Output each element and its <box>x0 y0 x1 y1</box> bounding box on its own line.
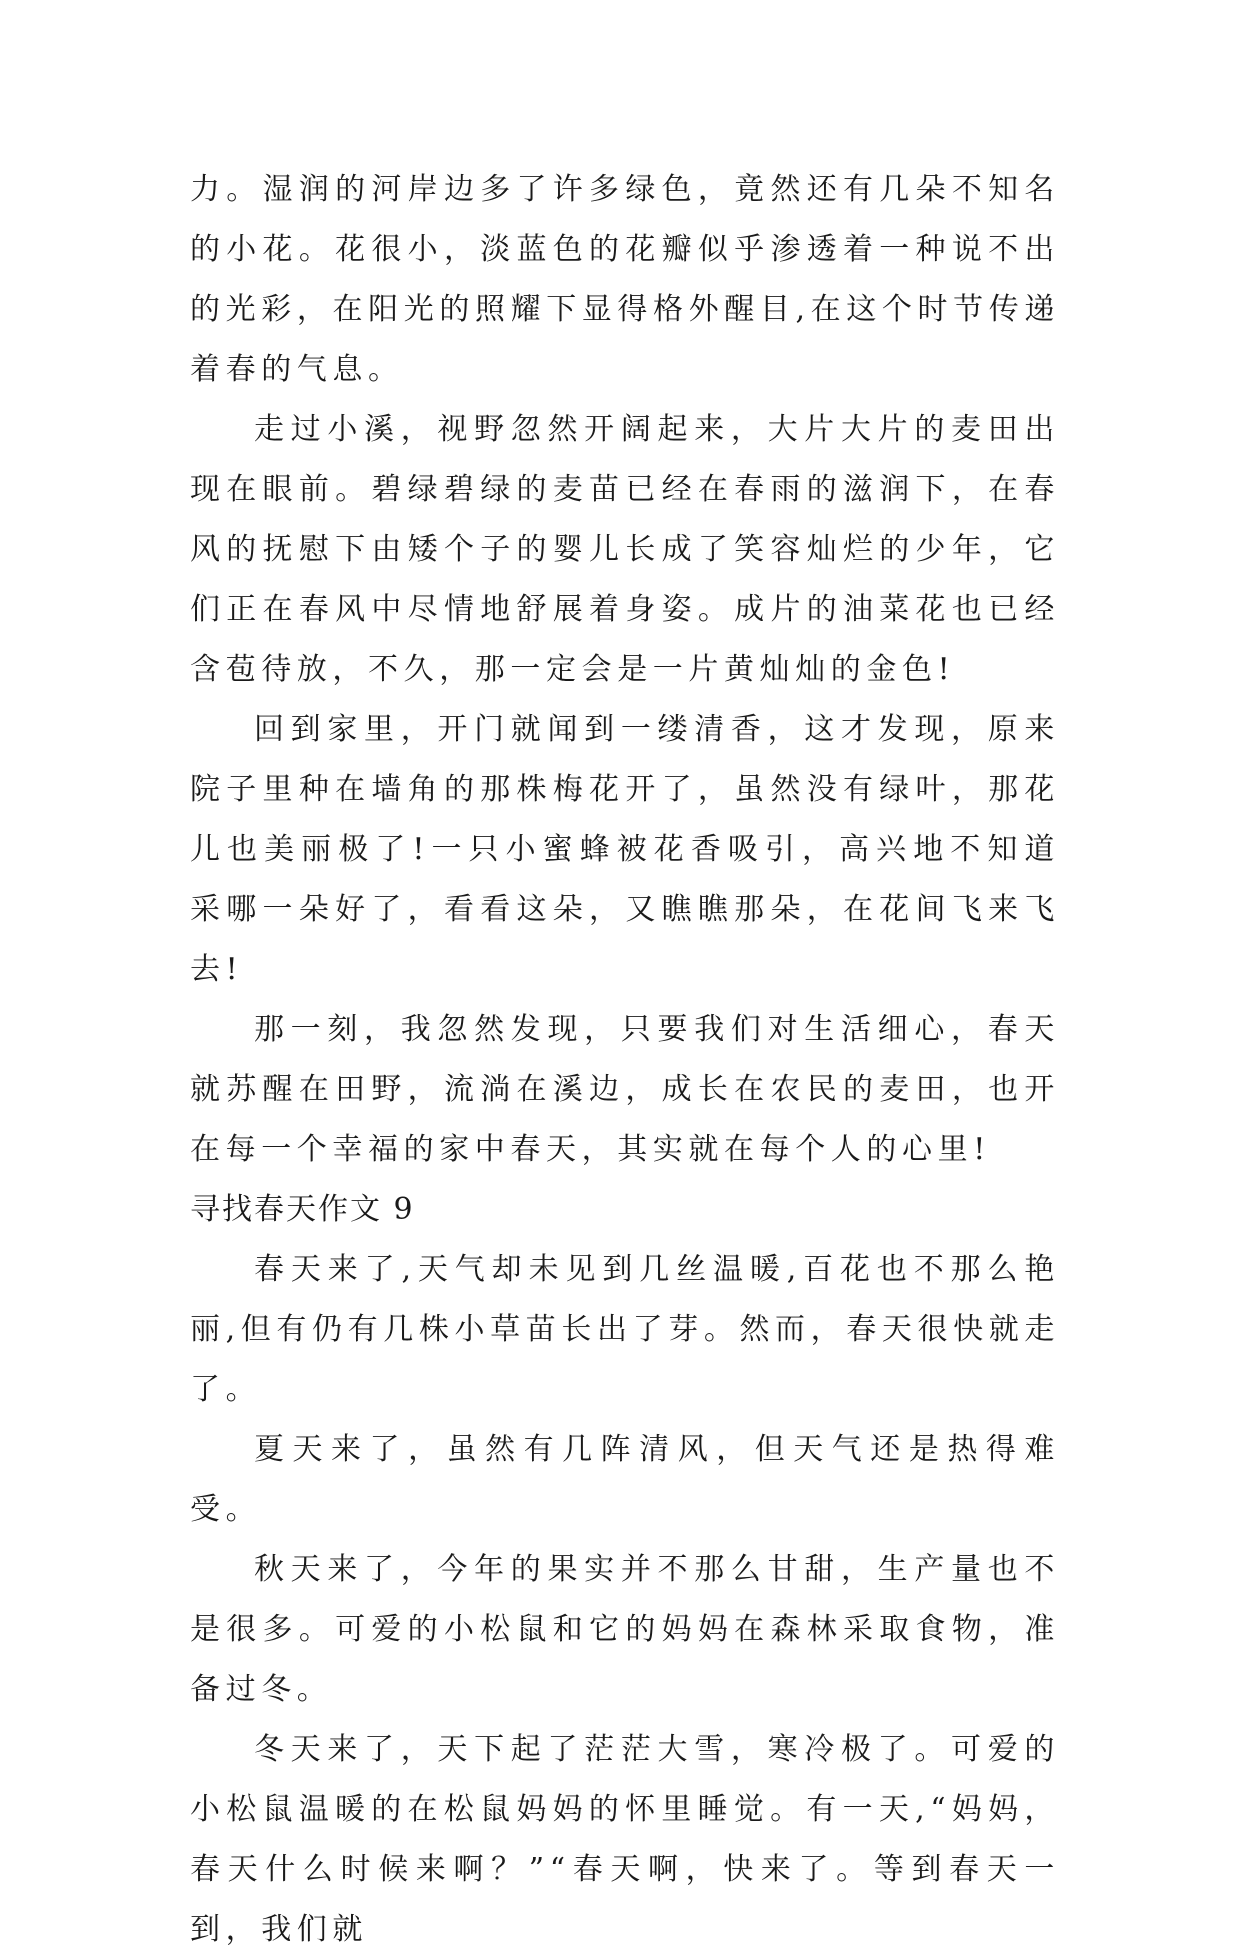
paragraph-4: 那一刻，我忽然发现，只要我们对生活细心，春天就苏醒在田野，流淌在溪边，成长在农民的麦田，也开在每一个幸福的家中春天，其实就在每个人的心里! <box>190 1012 1060 1167</box>
paragraph-6: 夏天来了，虽然有几阵清风，但天气还是热得难受。 <box>190 1432 1060 1527</box>
paragraph-5: 春天来了,天气却未见到几丝温暖,百花也不那么艳丽,但有仍有几株小草苗长出了芽。然而，春天很快就走了。 <box>190 1252 1060 1407</box>
section-heading: 寻找春天作文 9 <box>190 1192 415 1227</box>
paragraph-1: 力。湿润的河岸边多了许多绿色，竟然还有几朵不知名的小花。花很小，淡蓝色的花瓣似乎渗透着一种说不出的光彩，在阳光的照耀下显得格外醒目,在这个时节传递着春的气息。 <box>190 172 1060 387</box>
paragraph-7: 秋天来了，今年的果实并不那么甘甜，生产量也不是很多。可爱的小松鼠和它的妈妈在森林采取食物，准备过冬。 <box>190 1552 1060 1707</box>
paragraph-2: 走过小溪，视野忽然开阔起来，大片大片的麦田出现在眼前。碧绿碧绿的麦苗已经在春雨的滋润下，在春风的抚慰下由矮个子的婴儿长成了笑容灿烂的少年，它们正在春风中尽情地舒展着身姿。成片的油菜花也已经含苞待放，不久，那一定会是一片黄灿灿的金色! <box>190 412 1060 687</box>
document-body <box>190 160 1060 1960</box>
paragraph-3: 回到家里，开门就闻到一缕清香，这才发现，原来院子里种在墙角的那株梅花开了，虽然没有绿叶，那花儿也美丽极了!一只小蜜蜂被花香吸引，高兴地不知道采哪一朵好了，看看这朵，又瞧瞧那朵，在花间飞来飞去! <box>190 712 1060 987</box>
paragraph-8: 冬天来了，天下起了茫茫大雪，寒冷极了。可爱的小松鼠温暖的在松鼠妈妈的怀里睡觉。有一天,“妈妈，春天什么时候来啊？”“春天啊，快来了。等到春天一到，我们就 <box>190 1732 1060 1947</box>
